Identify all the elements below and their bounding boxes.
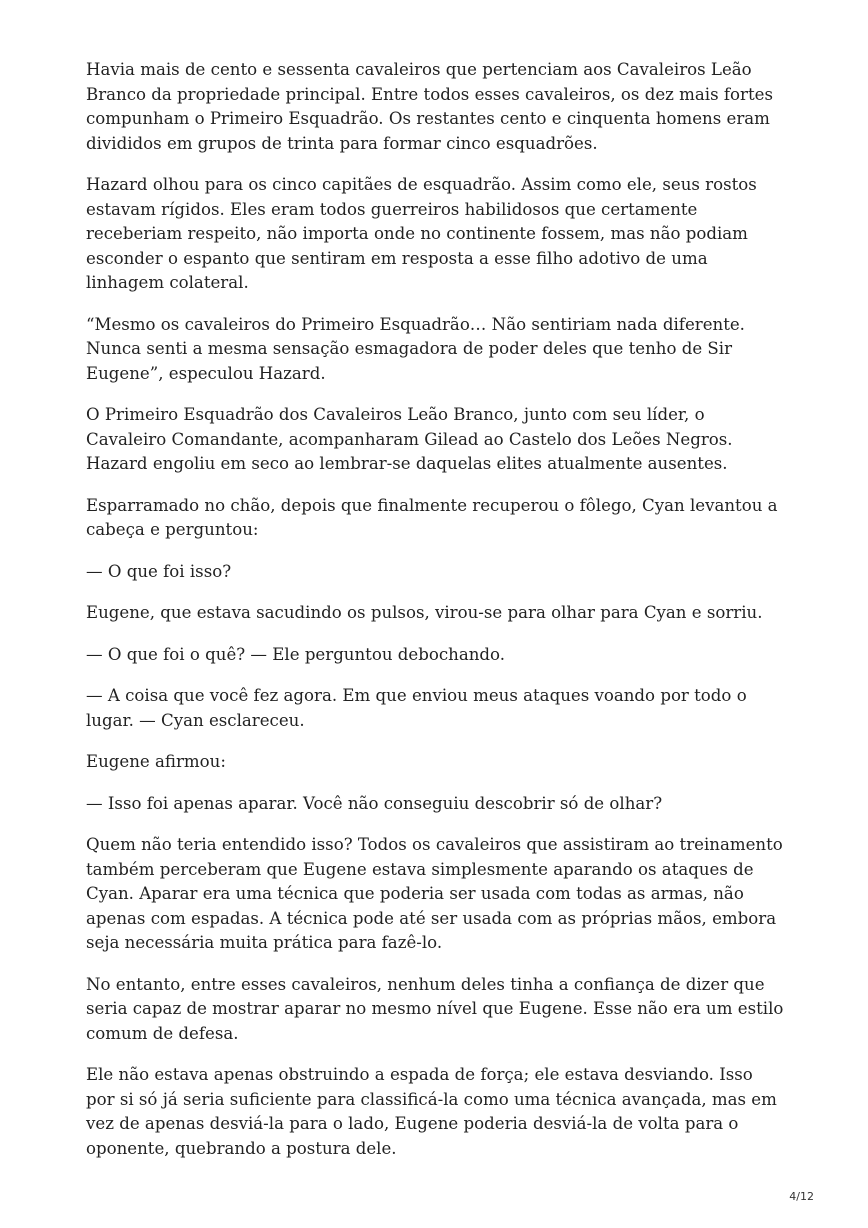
- paragraph: Quem não teria entendido isso? Todos os cavaleiros que assistiram ao treinamento também perceberam que Eugene estava simplesmente aparando os ataques de Cyan. Aparar era uma técnica que poderia ser usada com todas as armas, não apenas com espadas. A técnica pode até ser usada com as próprias mãos, embora seja necessária muita prática para fazê-lo.: [86, 835, 783, 952]
- paragraph: — A coisa que você fez agora. Em que enviou meus ataques voando por todo o lugar. — Cyan esclareceu.: [86, 686, 747, 730]
- paragraph: No entanto, entre esses cavaleiros, nenhum deles tinha a confiança de dizer que seria capaz de mostrar aparar no mesmo nível que Eugene. Esse não era um estilo comum de defesa.: [86, 974, 784, 1043]
- paragraph: “Mesmo os cavaleiros do Primeiro Esquadrão… Não sentiriam nada diferente. Nunca senti a mesma sensação esmagadora de poder deles que tenho de Sir Eugene”, especulou Hazard.: [86, 314, 745, 383]
- paragraph: O Primeiro Esquadrão dos Cavaleiros Leão Branco, junto com seu líder, o Cavaleiro Comandante, acompanharam Gilead ao Castelo dos Leões Negros. Hazard engoliu em seco ao lembrar-se daquelas elites atualmente ausentes.: [86, 405, 733, 473]
- page-number: 4/12: [789, 1190, 814, 1203]
- paragraph: — Isso foi apenas aparar. Você não conseguiu descobrir só de olhar?: [86, 793, 663, 813]
- paragraph: Esparramado no chão, depois que finalmente recuperou o fôlego, Cyan levantou a cabeça e perguntou:: [86, 495, 778, 539]
- paragraph: Havia mais de cento e sessenta cavaleiros que pertenciam aos Cavaleiros Leão Branco da propriedade principal. Entre todos esses cavaleiros, os dez mais fortes compunham o Primeiro Esquadrão. Os restantes cento e cinquenta homens eram divididos em grupos de trinta para formar cinco esquadrões.: [86, 60, 773, 153]
- document-body: [86, 58, 786, 1178]
- paragraph: — O que foi o quê? — Ele perguntou debochando.: [86, 644, 506, 664]
- paragraph: Eugene afirmou:: [86, 752, 226, 771]
- paragraph: — O que foi isso?: [86, 561, 232, 581]
- paragraph: Eugene, que estava sacudindo os pulsos, virou-se para olhar para Cyan e sorriu.: [86, 603, 763, 622]
- paragraph: Ele não estava apenas obstruindo a espada de força; ele estava desviando. Isso por si só já seria suficiente para classificá-la como uma técnica avançada, mas em vez de apenas desviá-la para o lado, Eugene poderia desviá-la de volta para o oponente, quebrando a postura dele.: [86, 1065, 777, 1158]
- paragraph: Hazard olhou para os cinco capitães de esquadrão. Assim como ele, seus rostos estavam rígidos. Eles eram todos guerreiros habilidosos que certamente receberiam respeito, não importa onde no continente fossem, mas não podiam esconder o espanto que sentiram em resposta a esse filho adotivo de uma linhagem colateral.: [86, 175, 757, 292]
